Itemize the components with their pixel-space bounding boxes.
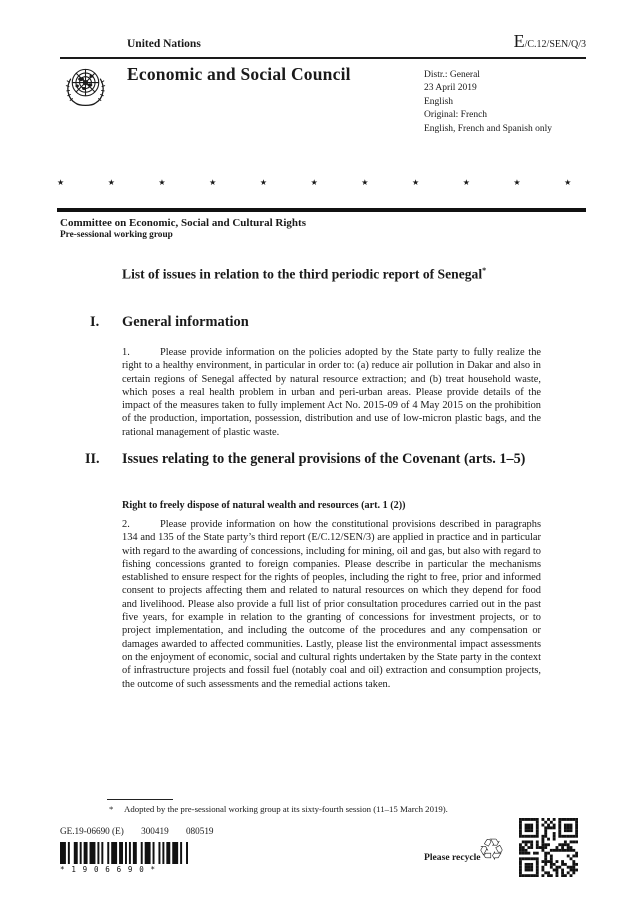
ge-reference-line	[60, 826, 229, 836]
distr-line: English	[424, 96, 454, 107]
title-footnote-marker: *	[482, 266, 487, 275]
recycle-icon: ♲	[478, 833, 505, 868]
section-heading-covenant-provisions	[85, 450, 555, 469]
barcode	[60, 842, 188, 874]
recycle-label: Please recycle	[424, 852, 481, 863]
subheading-natural-wealth: Right to freely dispose of natural wealth and resources (art. 1 (2))	[122, 500, 406, 511]
section-number: I.	[90, 314, 100, 330]
un-emblem-icon	[61, 63, 110, 112]
distr-line: Original: French	[424, 110, 488, 121]
committee-name: Committee on Economic, Social and Cultural Rights	[60, 217, 306, 229]
paragraph-text: Please provide information on the policies adopted by the State party to fully realize the right to a healthy environment, in particular in order to: (a) reduce air pollution in Dakar and also in certain regions of Senegal affected by natural resource extraction; and (b) treat household waste, which poses a real health problem in urban and peri-urban areas. Please provide details of the impact of the measures taken to fully implement Act No. 2015-09 of 4 May 2015 on the prohibition of the production, importation, possession, distribution and use of low-micron plastic bags, and the rational management of plastic waste.	[122, 347, 541, 438]
date-code: 300419	[141, 826, 169, 836]
distr-line: English, French and Spanish only	[424, 123, 552, 134]
footnote-divider	[107, 799, 173, 800]
united-nations-label: United Nations	[127, 38, 201, 50]
distribution-block	[424, 69, 552, 136]
star-separator: ★ ★ ★ ★ ★ ★ ★ ★ ★ ★ ★	[57, 178, 572, 187]
footnote-marker: *	[109, 804, 114, 814]
paragraph-2	[122, 518, 541, 691]
ge-number: GE.19-06690 (E)	[60, 826, 124, 836]
date-code: 080519	[185, 826, 214, 836]
footnote	[107, 804, 537, 814]
committee-subtitle: Pre-sessional working group	[60, 230, 173, 240]
qr-code	[519, 818, 578, 877]
barcode-text: *1906690*	[60, 865, 162, 874]
section-number: II.	[85, 451, 100, 467]
document-symbol	[400, 31, 586, 52]
paragraph-number: 2.	[122, 519, 130, 530]
masthead-divider	[57, 208, 586, 212]
document-title	[122, 262, 574, 283]
document-title-text: List of issues in relation to the third periodic report of Senegal	[122, 266, 483, 282]
section-heading-general-information	[90, 314, 560, 331]
section-title: Issues relating to the general provisions of the Covenant (arts. 1–5)	[122, 451, 526, 467]
document-symbol-series: E	[513, 31, 525, 51]
footnote-text: Adopted by the pre-sessional working group at its sixty-fourth session (11–15 March 2019).	[124, 804, 448, 814]
council-title: Economic and Social Council	[127, 64, 351, 84]
barcode-bars	[60, 842, 188, 864]
document-symbol-number: /C.12/SEN/Q/3	[524, 39, 586, 50]
paragraph-1	[122, 346, 541, 439]
distr-line: 23 April 2019	[424, 83, 477, 94]
header-rule	[60, 57, 586, 59]
paragraph-number: 1.	[122, 347, 130, 358]
distr-line: Distr.: General	[424, 70, 480, 80]
paragraph-text: Please provide information on how the constitutional provisions described in paragraphs 134 and 135 of the State party’s third report (E/C.12/SEN/3) are applied in practice and in particular with regard to the awarding of concessions, including for mining, oil and gas, but also with regard to fishing concessions granted to foreign companies. Please describe in particular the mechanisms established to ensure respect for the rights of peoples, including the right to free, prior and informed consent to projects affecting them and related to natural resources on which they depend for food and livelihood. Please also provide a full list of prior consultation procedures carried out in the past five years, for example in relation to the granting of concessions for investment projects, or to project implementation, and including the outcome of the procedures and any compensation or damages awarded to affected communities. Lastly, please list the environmental impact assessments on the enjoyment of economic, social and cultural rights undertaken by the State party in the context of infrastructure projects and fossil fuel (notably coal and oil) extraction and consumption projects, the outcome of such assessments and the remedial actions taken.	[122, 519, 541, 690]
section-title: General information	[122, 314, 249, 330]
